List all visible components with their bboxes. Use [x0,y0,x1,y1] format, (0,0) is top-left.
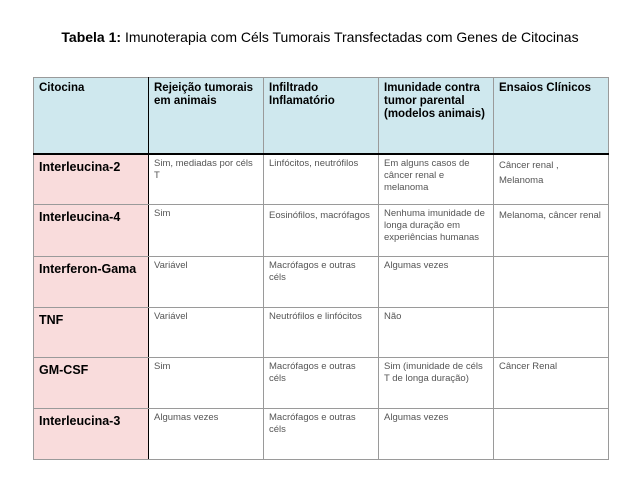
table-cell: Sim [149,205,264,257]
table-cell: Neutrófilos e linfócitos [264,308,379,358]
header-citocina: Citocina [34,78,149,154]
table-cell: Sim [149,358,264,409]
header-rejeicao: Rejeição tumorais em animais [149,78,264,154]
table-cell [494,409,609,460]
table-cell [494,308,609,358]
header-infiltrado: Infiltrado Inflamatório [264,78,379,154]
cytokine-name: Interleucina-3 [34,409,149,460]
cytokine-name: TNF [34,308,149,358]
table-row [34,409,609,460]
table-cell: Algumas vezes [149,409,264,460]
table-cell: Em alguns casos de câncer renal e melanoma [379,154,494,205]
table-cell: Câncer renal , Melanoma [494,154,609,205]
header-ensaios: Ensaios Clínicos [494,78,609,154]
table-cell: Macrófagos e outras céls [264,257,379,308]
table-cell: Sim (imunidade de céls T de longa duração) [379,358,494,409]
table-title [40,29,600,46]
table-cell: Variável [149,257,264,308]
table-cell [494,257,609,308]
table-row [34,205,609,257]
table-cell: Eosinófilos, macrófagos [264,205,379,257]
table-cell: Algumas vezes [379,257,494,308]
table-cell: Linfócitos, neutrófilos [264,154,379,205]
table-cell: Variável [149,308,264,358]
table-cell: Algumas vezes [379,409,494,460]
table-number: Tabela 1: [61,29,122,45]
table-row [34,308,609,358]
table-cell: Sim, mediadas por céls T [149,154,264,205]
table-row [34,154,609,205]
table-row [34,257,609,308]
header-row [34,78,609,154]
cytokine-name: GM-CSF [34,358,149,409]
header-imunidade: Imunidade contra tumor parental (modelos animais) [379,78,494,154]
table-cell: Não [379,308,494,358]
cytokine-name: Interferon-Gama [34,257,149,308]
table-cell: Nenhuma imunidade de longa duração em experiências humanas [379,205,494,257]
table-cell: Macrófagos e outras céls [264,358,379,409]
table-cell: Câncer Renal [494,358,609,409]
cytokine-name: Interleucina-4 [34,205,149,257]
table-cell: Melanoma, câncer renal [494,205,609,257]
cytokine-name: Interleucina-2 [34,154,149,205]
table-caption: Imunoterapia com Céls Tumorais Transfectadas com Genes de Citocinas [124,29,579,45]
table-row [34,358,609,409]
cytokine-table [33,77,609,460]
table-cell: Macrófagos e outras céls [264,409,379,460]
